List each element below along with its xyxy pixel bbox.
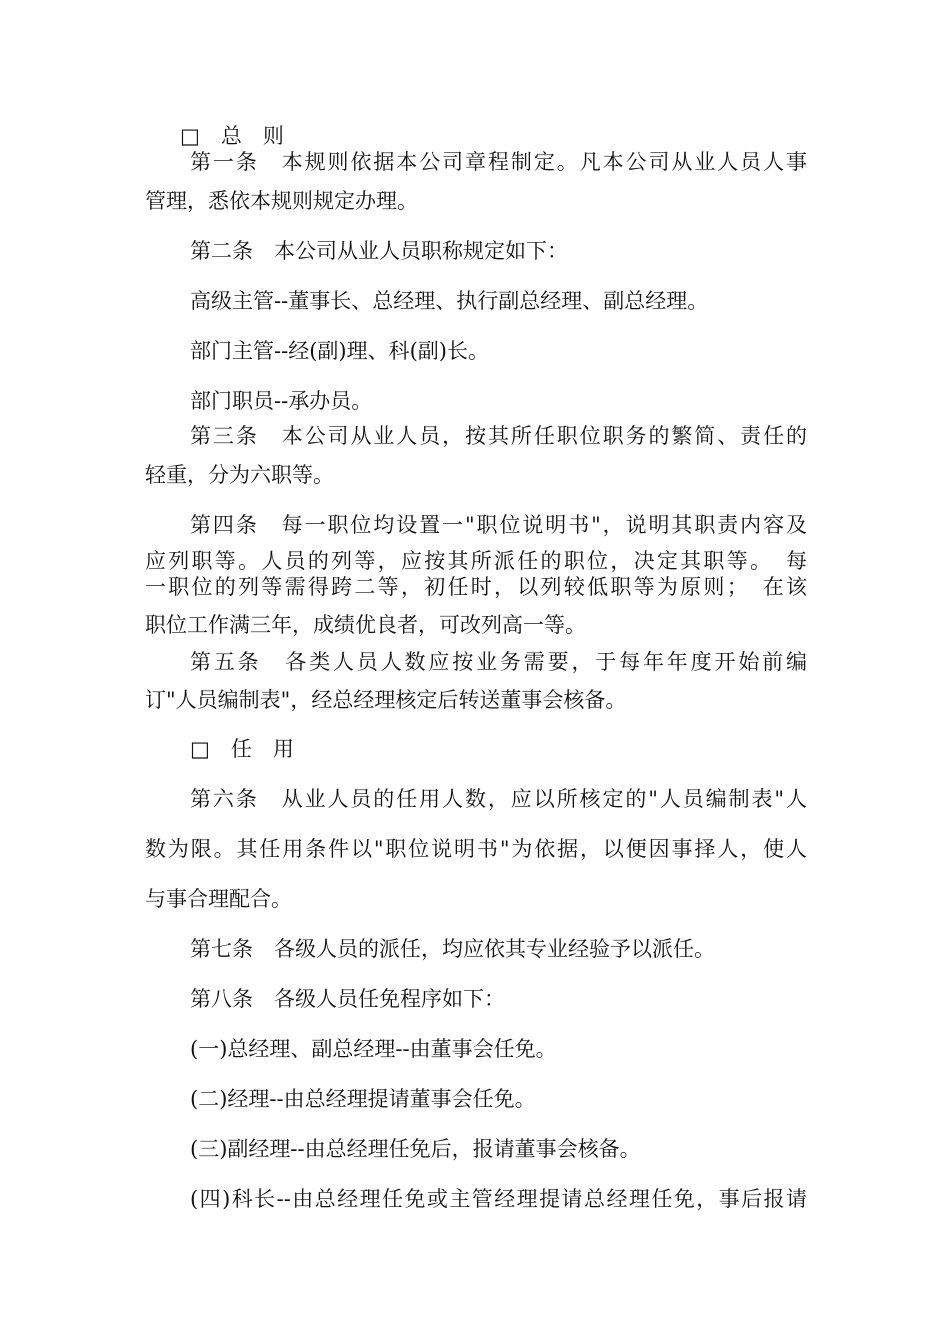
article-4-line-2: 应列职等。人员的列等，应按其所派任的职位，决定其职等。 每 — [145, 549, 807, 573]
article-4-line-1: 第四条 每一职位均设置一"职位说明书"，说明其职责内容及 — [190, 513, 807, 537]
article-2: 第二条 本公司从业人员职称规定如下： — [190, 239, 568, 263]
article-7: 第七条 各级人员的派任，均应依其专业经验予以派任。 — [190, 937, 715, 961]
appointment-item-2: (二)经理--由总经理提请董事会任免。 — [190, 1087, 536, 1111]
appointment-item-4: (四)科长--由总经理任免或主管经理提请总经理任免，事后报请 — [190, 1187, 807, 1211]
article-6-line-3: 与事合理配合。 — [145, 887, 292, 911]
article-1-line-1: 第一条 本规则依据本公司章程制定。凡本公司从业人员人事 — [190, 150, 807, 174]
article-5-line-2: 订"人员编制表"，经总经理核定后转送董事会核备。 — [145, 688, 627, 712]
article-5-line-1: 第五条 各类人员人数应按业务需要，于每年年度开始前编 — [190, 650, 807, 674]
title-senior: 高级主管--董事长、总经理、执行副总经理、副总经理。 — [190, 289, 709, 313]
article-4-line-4: 职位工作满三年，成绩优良者，可改列高一等。 — [145, 613, 586, 637]
article-4-line-3: 一职位的列等需得跨二等，初任时，以列较低职等为原则； 在该 — [145, 575, 807, 599]
article-8: 第八条 各级人员任免程序如下： — [190, 987, 505, 1011]
article-6-line-1: 第六条 从业人员的任用人数，应以所核定的"人员编制表"人 — [190, 787, 807, 811]
article-3-line-1: 第三条 本公司从业人员，按其所任职位职务的繁简、责任的 — [190, 424, 807, 448]
article-1-line-2: 管理，悉依本规则规定办理。 — [145, 189, 418, 213]
title-dept-staff: 部门职员--承办员。 — [190, 389, 373, 413]
article-3-line-2: 轻重，分为六职等。 — [145, 463, 334, 487]
section-heading-appointment: □ 任 用 — [190, 737, 294, 761]
appointment-item-3: (三)副经理--由总经理任免后，报请董事会核备。 — [190, 1137, 641, 1161]
section-heading-general: □ 总 则 — [180, 124, 284, 148]
appointment-item-1: (一)总经理、副总经理--由董事会任免。 — [190, 1037, 557, 1061]
title-dept-head: 部门主管--经(副)理、科(副)长。 — [190, 339, 489, 363]
article-6-line-2: 数为限。其任用条件以"职位说明书"为依据，以便因事择人，使人 — [145, 837, 807, 861]
